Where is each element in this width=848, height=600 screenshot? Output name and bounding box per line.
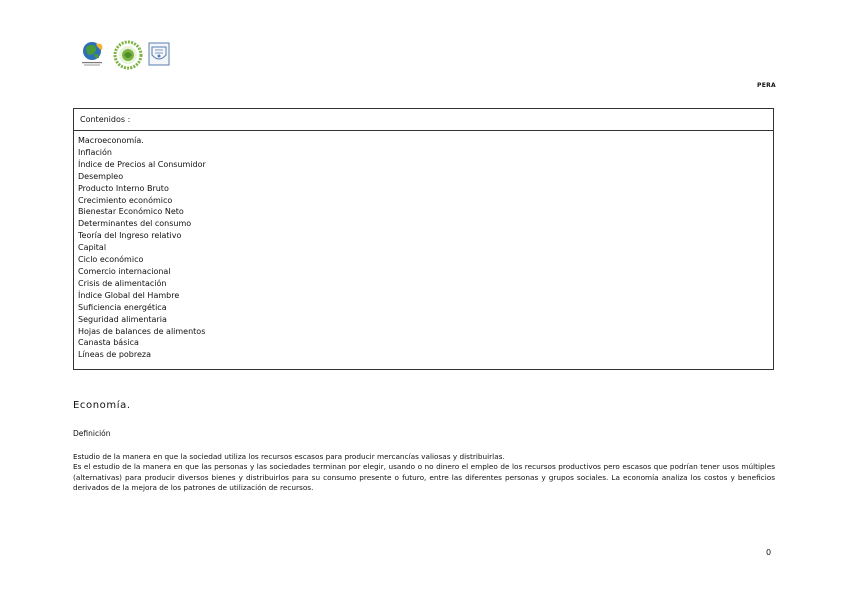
paragraph: Estudio de la manera en que la sociedad utiliza los recursos escasos para producir mercancías valiosas y distribuirlas. (73, 452, 505, 461)
toc-item: Teoría del Ingreso relativo (78, 231, 182, 241)
section-title: Economía. (73, 400, 131, 411)
toc-item: Índice Global del Hambre (78, 290, 180, 300)
toc-item: Ciclo económico (78, 255, 144, 265)
toc-item: Macroeconomía. (78, 136, 144, 145)
toc-item: Suficiencia energética (78, 302, 167, 312)
subsection-title: Definición (73, 429, 111, 438)
toc-heading: Contenidos : (74, 109, 773, 131)
toc-item: Índice de Precios al Consumidor (78, 159, 206, 169)
toc-item: Inflación (78, 147, 112, 157)
toc-item: Bienestar Económico Neto (78, 207, 184, 217)
toc-item: Comercio internacional (78, 266, 171, 276)
toc-item: Canasta básica (78, 338, 139, 348)
toc-item: Seguridad alimentaria (78, 314, 167, 324)
crest-logo (148, 42, 170, 66)
globe-leaf-logo (80, 40, 106, 68)
table-of-contents (73, 108, 774, 370)
toc-item: Desempleo (78, 171, 124, 181)
ring-emblem-logo (112, 40, 144, 70)
toc-list (74, 131, 773, 361)
toc-item: Crecimiento económico (78, 195, 173, 205)
toc-item: Determinantes del consumo (78, 219, 192, 229)
paragraph: Es el estudio de la manera en que las personas y las sociedades terminan por elegir, usando o no dinero el empleo de los recursos productivos pero escasos que podrían tener usos múltiples (alternativas) para producir diversos bienes y distribuirlos para su consumo presente o futuro, entre las diferentes personas y grupos sociales. La economía analiza los costos y beneficios derivados de la mejora de los patrones de utilización de recursos. (73, 462, 775, 493)
toc-item: Capital (78, 243, 107, 253)
definition-text (73, 452, 775, 494)
page-number: 0 (766, 548, 772, 557)
org-code: PERA (757, 82, 776, 89)
toc-item: Producto Interno Bruto (78, 183, 169, 193)
toc-item: Crisis de alimentación (78, 278, 167, 288)
toc-item: Líneas de pobreza (78, 350, 152, 360)
toc-item: Hojas de balances de alimentos (78, 326, 206, 336)
